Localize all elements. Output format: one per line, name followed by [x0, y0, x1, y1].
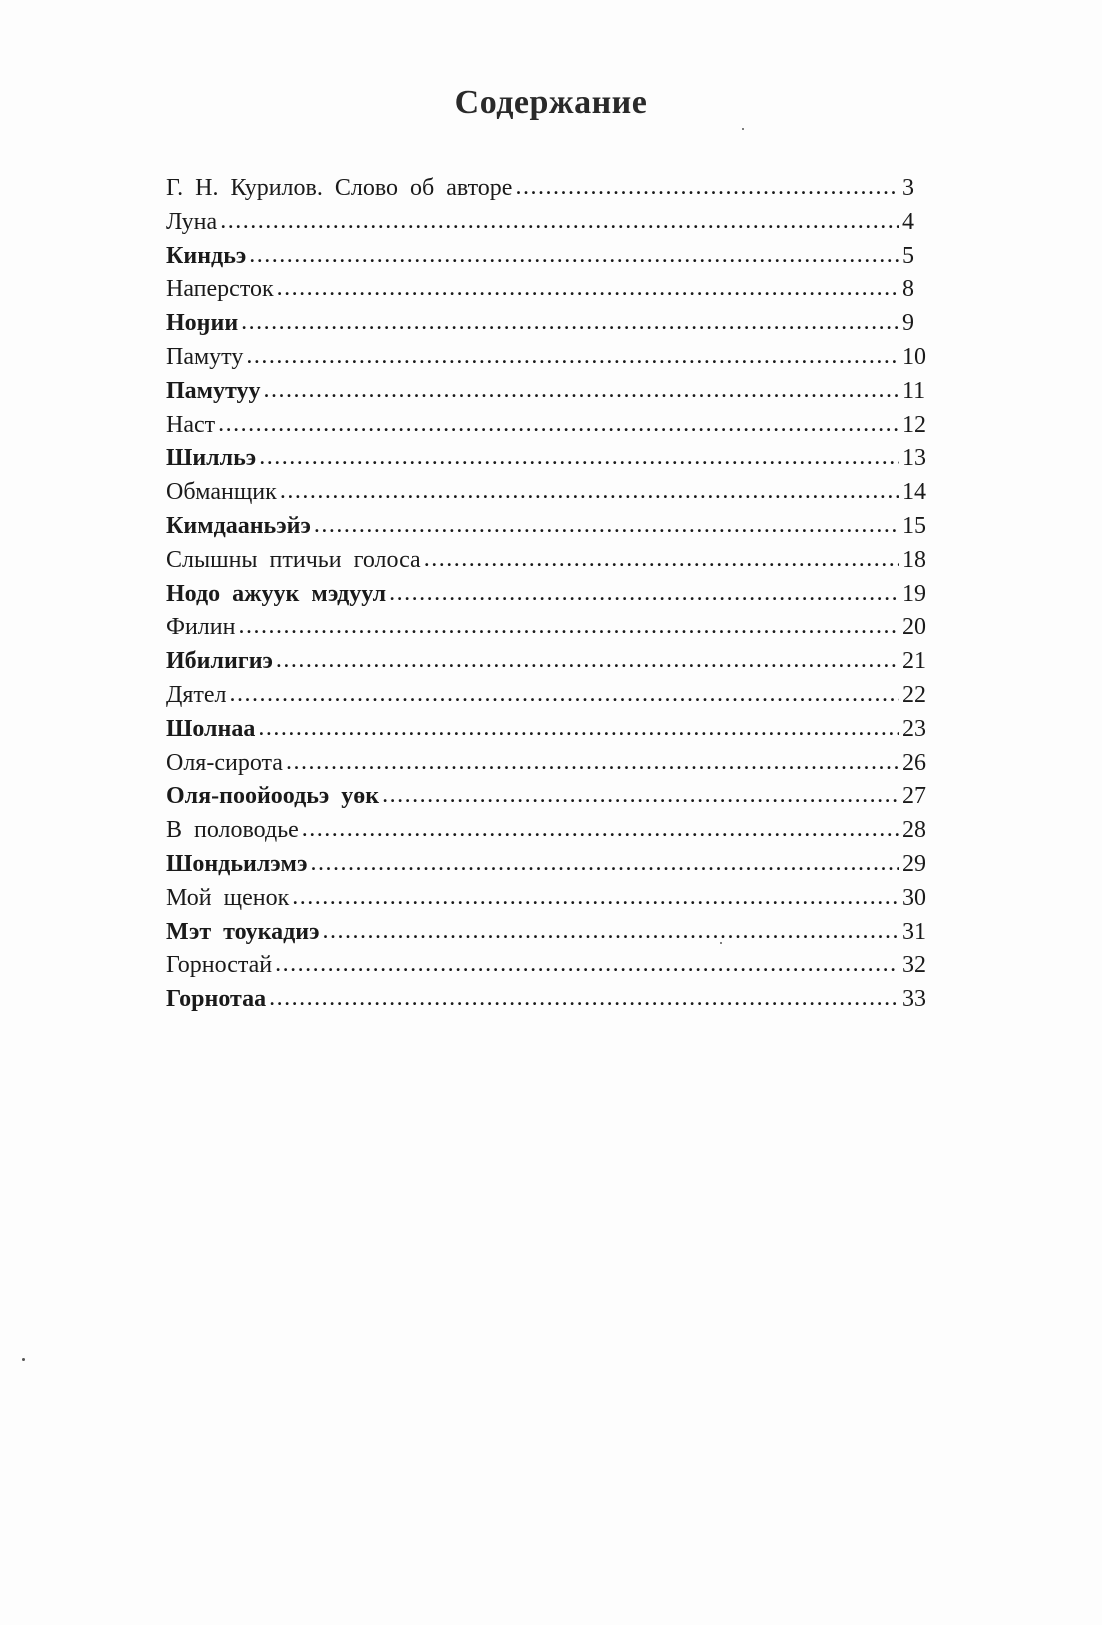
dot-leader: [292, 881, 899, 915]
toc-entry-page-number: 30: [902, 884, 926, 911]
dot-leader: [264, 374, 900, 408]
dot-leader: [269, 982, 899, 1016]
dot-leader: [515, 171, 899, 205]
toc-entry-page-number: 23: [902, 715, 926, 742]
toc-entry-title: Обманщик: [166, 479, 277, 506]
toc-entry: [166, 476, 936, 510]
page-title: Содержание: [454, 84, 648, 121]
dot-leader: [258, 712, 899, 746]
toc-entry: [166, 882, 936, 916]
toc-entry-title: Горностай: [166, 952, 273, 979]
toc-entry-page-number: 19: [902, 580, 926, 607]
dot-leader: [382, 779, 899, 813]
dot-leader: [218, 408, 899, 442]
toc-entry: [166, 747, 936, 781]
dot-leader: [275, 948, 899, 982]
dot-leader: [246, 340, 899, 374]
toc-entry-title: Наперсток: [166, 276, 274, 303]
toc-entry: [166, 814, 936, 848]
toc-entry: [166, 983, 936, 1017]
toc-entry-page-number: 26: [902, 749, 926, 776]
toc-entry-page-number: 5: [902, 242, 914, 269]
toc-entry-title: Нодо ажуук мэдуул: [166, 580, 387, 607]
toc-entry-title: Филин: [166, 614, 236, 641]
toc-entry: [166, 645, 936, 679]
toc-entry-page-number: 11: [902, 377, 926, 404]
dot-leader: [322, 915, 899, 949]
toc-entry: [166, 544, 936, 578]
toc-entry-title: Шилльэ: [166, 445, 257, 472]
toc-entry: [166, 273, 936, 307]
toc-entry-page-number: 33: [902, 986, 926, 1013]
toc-entry-title: Дятел: [166, 681, 227, 708]
toc-entry-title: Кимдааньэйэ: [166, 512, 311, 539]
table-of-contents: [166, 172, 936, 1017]
toc-entry-title: Луна: [166, 208, 218, 235]
toc-entry-title: Оля-сирота: [166, 749, 283, 776]
toc-entry-title: Памуту: [166, 343, 244, 370]
toc-entry-title: Мэт тоукадиэ: [166, 918, 320, 945]
toc-entry-page-number: 4: [902, 208, 914, 235]
dot-leader: [280, 475, 899, 509]
toc-entry-page-number: 18: [902, 546, 926, 573]
toc-entry: [166, 510, 936, 544]
toc-entry-title: Ибилигиэ: [166, 648, 273, 675]
toc-entry-title: Мой щенок: [166, 884, 290, 911]
dot-leader: [286, 746, 899, 780]
toc-entry: [166, 206, 936, 240]
dot-leader: [241, 306, 899, 340]
toc-entry-title: Слышны птичьи голоса: [166, 546, 421, 573]
dot-leader: [220, 205, 899, 239]
toc-entry-page-number: 3: [902, 175, 914, 201]
toc-entry-page-number: 28: [902, 817, 926, 844]
toc-entry: [166, 949, 936, 983]
scan-speck: [742, 128, 744, 130]
toc-entry: [166, 341, 936, 375]
dot-leader: [230, 678, 899, 712]
toc-entry-title: Оля-поойоодьэ уөк: [166, 783, 380, 810]
toc-entry-title: Ноӈии: [166, 310, 239, 337]
toc-entry: [166, 409, 936, 443]
toc-entry-page-number: 21: [902, 648, 926, 675]
toc-entry-page-number: 22: [902, 681, 926, 708]
dot-leader: [238, 610, 899, 644]
toc-entry: [166, 240, 936, 274]
dot-leader: [310, 847, 899, 881]
scan-speck: [720, 942, 722, 944]
scan-speck: [22, 1358, 25, 1361]
toc-entry: [166, 442, 936, 476]
toc-entry-page-number: 27: [902, 783, 926, 810]
toc-entry-title: Киндьэ: [166, 242, 247, 269]
dot-leader: [276, 644, 899, 678]
toc-entry-title: Памутуу: [166, 377, 261, 404]
dot-leader: [389, 577, 899, 611]
dot-leader: [259, 441, 899, 475]
toc-entry: [166, 848, 936, 882]
toc-entry: [166, 916, 936, 950]
toc-entry-title: Шолнаа: [166, 715, 256, 742]
toc-entry-page-number: 10: [902, 343, 926, 370]
toc-entry-page-number: 13: [902, 445, 926, 472]
toc-entry-page-number: 15: [902, 512, 926, 539]
toc-entry-page-number: 29: [902, 850, 926, 877]
toc-entry: [166, 307, 936, 341]
dot-leader: [249, 239, 899, 273]
dot-leader: [314, 509, 899, 543]
toc-entry-page-number: 12: [902, 411, 926, 438]
toc-entry-title: Горнотаа: [166, 986, 267, 1013]
dot-leader: [277, 272, 899, 306]
toc-entry: [166, 578, 936, 612]
toc-entry: [166, 375, 936, 409]
toc-entry-title: Шондьилэмэ: [166, 850, 308, 877]
dot-leader: [424, 543, 899, 577]
toc-entry: [166, 172, 936, 206]
toc-entry-page-number: 14: [902, 479, 926, 506]
toc-entry-title: В половодье: [166, 817, 299, 844]
toc-entry: [166, 713, 936, 747]
toc-entry-page-number: 20: [902, 614, 926, 641]
toc-entry-page-number: 32: [902, 952, 926, 979]
toc-entry: [166, 780, 936, 814]
toc-entry-page-number: 31: [902, 918, 926, 945]
toc-entry-page-number: 9: [902, 310, 914, 337]
dot-leader: [302, 813, 899, 847]
toc-entry-page-number: 8: [902, 276, 914, 303]
toc-entry-title: Наст: [166, 411, 216, 438]
toc-entry: [166, 679, 936, 713]
toc-entry-title: Г. Н. Курилов. Слово об авторе: [166, 175, 513, 201]
toc-entry: [166, 611, 936, 645]
